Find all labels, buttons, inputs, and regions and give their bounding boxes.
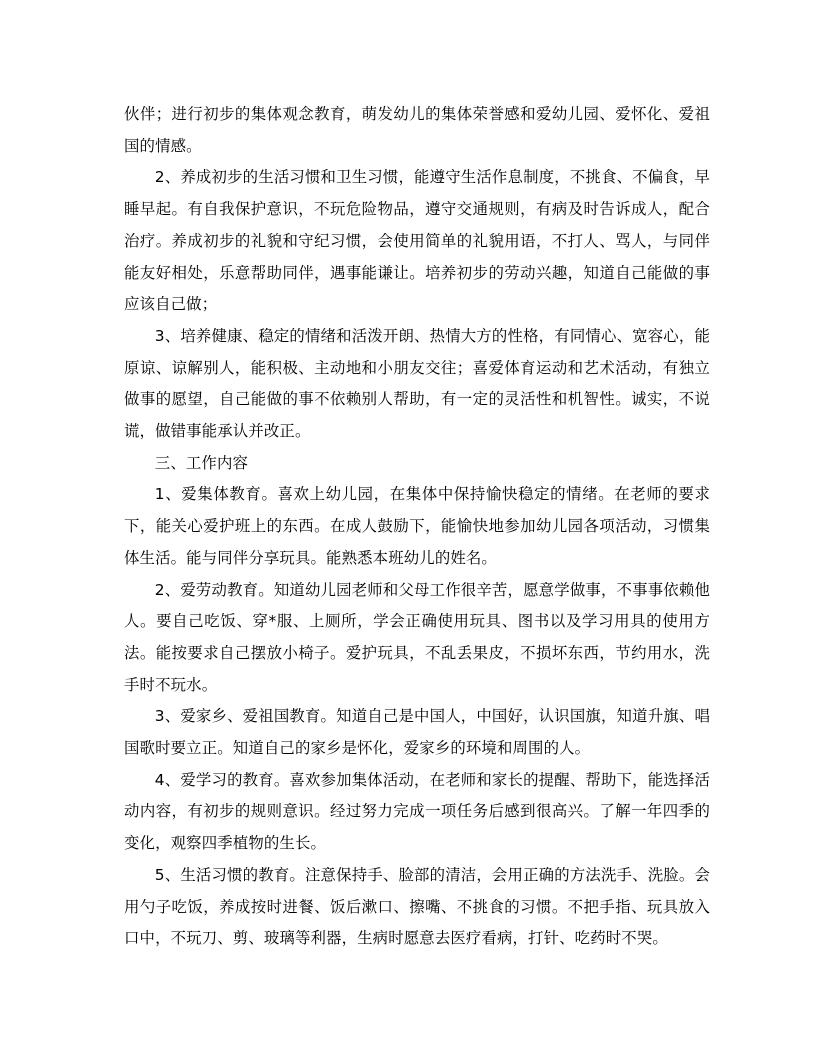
paragraph-collective-education: 1、爱集体教育。喜欢上幼儿园，在集体中保持愉快稳定的情绪。在老师的要求下，能关心爱护班上的东西。在成人鼓励下，能愉快地参加幼儿园各项活动，习惯集体生活。能与同伴分享玩具。能熟悉本班幼儿的姓名。 (124, 485, 710, 567)
document-body (124, 99, 710, 955)
paragraph-homeland-education: 3、爱家乡、爱祖国教育。知道自己是中国人，中国好，认识国旗，知道升旗、唱国歌时要立正。知道自己的家乡是怀化，爱家乡的环境和周围的人。 (124, 707, 710, 758)
paragraph-emotions: 3、培养健康、稳定的情绪和活泼开朗、热情大方的性格，有同情心、宽容心，能原谅、谅解别人，能积极、主动地和小朋友交往；喜爱体育运动和艺术活动，有独立做事的愿望，自己能做的事不依赖别人帮助，有一定的灵活性和机智性。诚实，不说谎，做错事能承认并改正。 (124, 326, 710, 441)
paragraph-learning-education: 4、爱学习的教育。喜欢参加集体活动，在老师和家长的提醒、帮助下，能选择活动内容，有初步的规则意识。经过努力完成一项任务后感到很高兴。了解一年四季的变化，观察四季植物的生长。 (124, 770, 710, 853)
paragraph-living-habits: 5、生活习惯的教育。注意保持手、脸部的清洁，会用正确的方法洗手、洗脸。会用勺子吃饭，养成按时进餐、饭后漱口、擦嘴、不挑食的习惯。不把手指、玩具放入口中，不玩刀、剪、玻璃等利器，生病时愿意去医疗看病，打针、吃药时不哭。 (124, 865, 710, 948)
paragraph-continuation: 伙伴；进行初步的集体观念教育，萌发幼儿的集体荣誉感和爱幼儿园、爱怀化、爱祖国的情感。 (124, 105, 710, 155)
section-heading-work-content: 三、工作内容 (154, 453, 249, 472)
paragraph-labor-education: 2、爱劳动教育。知道幼儿园老师和父母工作很辛苦，愿意学做事，不事事依赖他人。要自己吃饭、穿*服、上厕所，学会正确使用玩具、图书以及学习用具的使用方法。能按要求自己摆放小椅子。爱护玩具，不乱丢果皮，不损坏东西，节约用水，洗手时不玩水。 (124, 580, 710, 694)
paragraph-habits: 2、养成初步的生活习惯和卫生习惯，能遵守生活作息制度，不挑食、不偏食，早睡早起。有自我保护意识，不玩危险物品，遵守交通规则，有病及时告诉成人，配合治疗。养成初步的礼貌和守纪习惯，会使用简单的礼貌用语，不打人、骂人，与同伴能友好相处，乐意帮助同伴，遇事能谦让。培养初步的劳动兴趣，知道自己能做的事应该自己做； (124, 168, 710, 314)
